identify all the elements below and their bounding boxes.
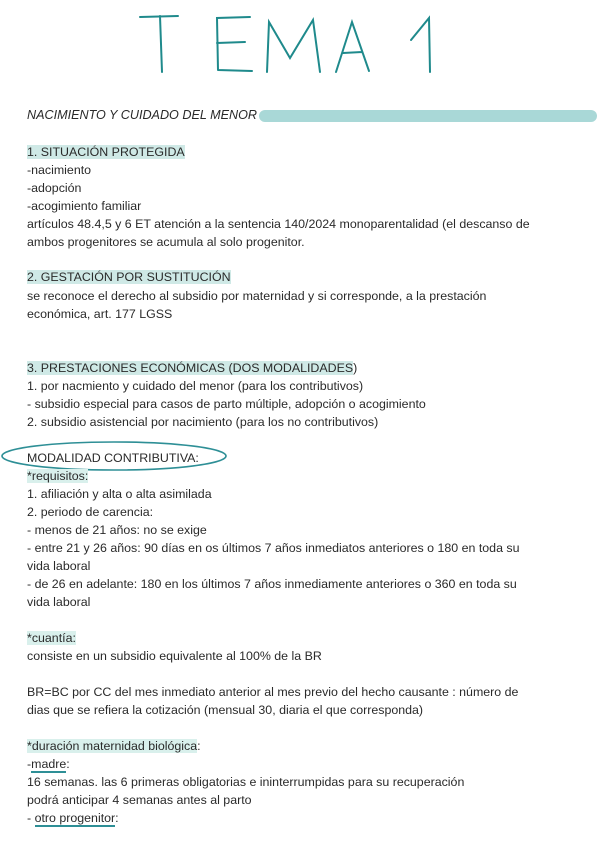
req-line: - entre 21 y 26 años: 90 días en os últimos 7 años inmediatos anteriores o 180 en toda su	[27, 541, 520, 555]
br-line: dias que se refiera la cotización (mensual 30, diaria el que corresponda)	[27, 703, 424, 717]
s1-line: ambos progenitores se acumula al solo progenitor.	[27, 235, 305, 249]
s1-line: -nacimiento	[27, 163, 92, 177]
modalidad-title: MODALIDAD CONTRIBUTIVA:	[27, 451, 199, 465]
s3-line: 2. subsidio asistencial por nacimiento (para los no contributivos)	[27, 415, 379, 429]
s3-line: 1. por nacmiento y cuidado del menor (para los contributivos)	[27, 379, 364, 393]
s2-line: económica, art. 177 LGSS	[27, 307, 173, 321]
s3-title: 3. PRESTACIONES ECONÓMICAS (DOS MODALIDADES)	[27, 361, 358, 375]
title-letter-m	[267, 20, 320, 72]
page-title	[0, 0, 600, 100]
s3-line: - subsidio especial para casos de parto múltiple, adopción o acogimiento	[27, 397, 426, 411]
req-line: vida laboral	[27, 595, 91, 609]
requisitos-label: *requisitos:	[27, 469, 89, 483]
req-line: 2. periodo de carencia:	[27, 505, 154, 519]
s1-title: 1. SITUACIÓN PROTEGIDA	[27, 145, 185, 159]
s1-line: artículos 48.4,5 y 6 ET atención a la sentencia 140/2024 monoparentalidad (el descanso de	[27, 217, 530, 231]
req-line: 1. afiliación y alta o alta asimilada	[27, 487, 212, 501]
br-line: BR=BC por CC del mes inmediato anterior al mes previo del hecho causante : número de	[27, 685, 519, 699]
s2-title: 2. GESTACIÓN POR SUSTITUCIÓN	[27, 270, 231, 284]
s1-line: -acogimiento familiar	[27, 199, 142, 213]
req-line: vida laboral	[27, 559, 91, 573]
madre-label: -madre:	[27, 757, 70, 771]
s1-line: -adopción	[27, 181, 82, 195]
title-digit-1	[411, 18, 430, 72]
madre-line: 16 semanas. las 6 primeras obligatorias e ininterrumpidas para su recuperación	[27, 775, 465, 789]
otro-progenitor-label: - otro progenitor:	[27, 811, 119, 825]
title-letter-e	[217, 17, 252, 71]
title-letter-a	[336, 22, 369, 72]
heading-bar	[259, 110, 597, 122]
title-letter-t1	[140, 16, 178, 72]
cuantia-label: *cuantía:	[27, 631, 76, 645]
s2-line: se reconoce el derecho al subsidio por maternidad y si corresponde, a la prestación	[27, 289, 487, 303]
duracion-label: *duración maternidad biológica:	[27, 739, 201, 753]
req-line: - menos de 21 años: no se exige	[27, 523, 207, 537]
madre-line: podrá anticipar 4 semanas antes al parto	[27, 793, 252, 807]
req-line: - de 26 en adelante: 180 en los últimos 7 años inmediamente anteriores o 360 en toda su	[27, 577, 517, 591]
main-heading: NACIMIENTO Y CUIDADO DEL MENOR	[27, 108, 257, 122]
cuantia-line: consiste en un subsidio equivalente al 100% de la BR	[27, 649, 322, 663]
title-text-hidden: TEMA 1	[0, 0, 4, 1]
